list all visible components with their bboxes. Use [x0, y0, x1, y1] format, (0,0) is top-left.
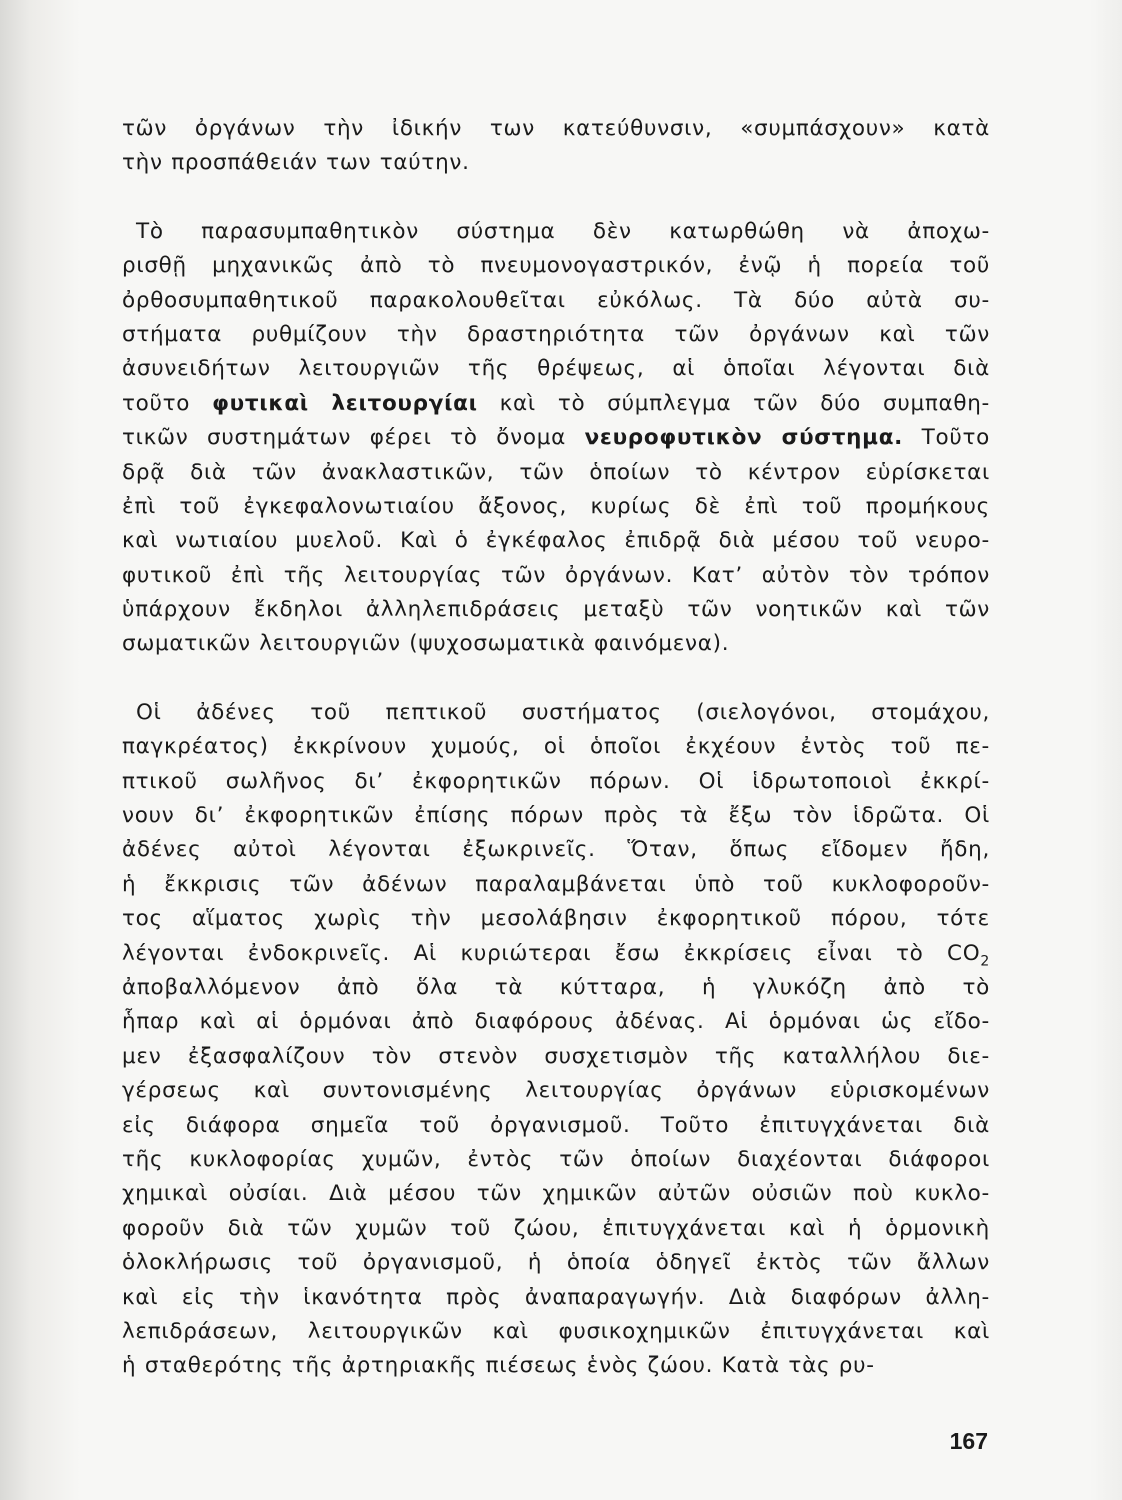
text-run: τὴν προσπάθειάν των ταύτην. — [122, 150, 470, 176]
text-line — [122, 1281, 990, 1315]
text-line — [122, 1109, 990, 1143]
text-line — [122, 456, 990, 490]
page-number: 167 — [949, 1428, 988, 1454]
text-line — [122, 490, 990, 524]
paragraph — [122, 215, 990, 662]
text-line — [122, 146, 990, 180]
text-run: ἀδένες αὐτοὶ λέγονται ἐξωκρινεῖς. Ὅταν, ὅπως εἴδομεν ἤδη, — [122, 837, 990, 863]
text-run: τοῦτο — [122, 390, 213, 416]
text-run: καὶ τὸ σύμπλεγμα τῶν δύο συμπαθη- — [477, 390, 990, 416]
text-run: ἐπὶ τοῦ ἐγκεφαλονωτιαίου ἄξονος, κυρίως δὲ ἐπὶ τοῦ προμήκους — [122, 493, 990, 519]
subscript: 2 — [980, 952, 990, 969]
text-line — [122, 1040, 990, 1074]
text-line — [122, 215, 990, 249]
text-run: χημικαὶ οὐσίαι. Διὰ μέσου τῶν χημικῶν αὐτῶν οὐσιῶν ποὺ κυκλο- — [122, 1181, 990, 1207]
bold-term: φυτικαὶ λειτουργίαι — [212, 390, 478, 416]
text-run: παγκρέατος) ἐκκρίνουν χυμούς, οἱ ὁποῖοι ἐκχέουν ἐντὸς τοῦ πε- — [122, 734, 990, 760]
text-run: εἰς διάφορα σημεῖα τοῦ ὀργανισμοῦ. Τοῦτο ἐπιτυγχάνεται διὰ — [122, 1112, 990, 1138]
paragraph-gap — [122, 662, 990, 696]
text-run: νουν δι’ ἐκφορητικῶν ἐπίσης πόρων πρὸς τὰ ἔξω τὸν ἱδρῶτα. Οἱ — [122, 803, 990, 829]
text-run: ἧπαρ καὶ αἱ ὁρμόναι ἀπὸ διαφόρους ἀδένας. Αἱ ὁρμόναι ὡς εἴδο- — [122, 1009, 990, 1035]
text-run: φοροῦν διὰ τῶν χυμῶν τοῦ ζώου, ἐπιτυγχάνεται καὶ ἡ ὁρμονικὴ — [122, 1215, 990, 1241]
text-line — [122, 1212, 990, 1246]
text-run: Οἱ ἀδένες τοῦ πεπτικοῦ συστήματος (σιελογόνοι, στομάχου, — [136, 699, 990, 725]
text-run: φυτικοῦ ἐπὶ τῆς λειτουργίας τῶν ὀργάνων. Κατ’ αὐτὸν τὸν τρόπον — [122, 562, 990, 588]
text-line — [122, 1315, 990, 1349]
text-line — [122, 1177, 990, 1211]
text-run: ὀρθοσυμπαθητικοῦ παρακολουθεῖται εὐκόλως. Τὰ δύο αὐτὰ συ- — [122, 287, 990, 313]
text-line — [122, 868, 990, 902]
text-line — [122, 593, 990, 627]
text-run: καὶ νωτιαίου μυελοῦ. Καὶ ὁ ἐγκέφαλος ἐπιδρᾷ διὰ μέσου τοῦ νευρο- — [122, 528, 990, 554]
text-run: ὑπάρχουν ἔκδηλοι ἀλληλεπιδράσεις μεταξὺ τῶν νοητικῶν καὶ τῶν — [122, 597, 990, 623]
text-line — [122, 1143, 990, 1177]
text-run: ἀποβαλλόμενον ἀπὸ ὅλα τὰ κύτταρα, ἡ γλυκόζη ἀπὸ τὸ — [122, 974, 990, 1000]
text-run: καὶ εἰς τὴν ἱκανότητα πρὸς ἀναπαραγωγήν. Διὰ διαφόρων ἀλλη- — [122, 1284, 990, 1310]
text-line — [122, 318, 990, 352]
text-run: λεπιδράσεων, λειτουργικῶν καὶ φυσικοχημικῶν ἐπιτυγχάνεται καὶ — [122, 1318, 990, 1344]
paragraph-gap — [122, 181, 990, 215]
text-line — [122, 971, 990, 1005]
text-run: στήματα ρυθμίζουν τὴν δραστηριότητα τῶν ὀργάνων καὶ τῶν — [122, 321, 990, 347]
text-run: μεν ἐξασφαλίζουν τὸν στενὸν συσχετισμὸν τῆς καταλλήλου διε- — [122, 1043, 990, 1069]
text-line — [122, 559, 990, 593]
text-run: ὁλοκλήρωσις τοῦ ὀργανισμοῦ, ἡ ὁποία ὁδηγεῖ ἐκτὸς τῶν ἄλλων — [122, 1250, 990, 1276]
text-run: σωματικῶν λειτουργιῶν (ψυχοσωματικὰ φαινόμενα). — [122, 631, 730, 657]
text-line — [122, 902, 990, 936]
text-line — [122, 352, 990, 386]
text-line — [122, 1349, 990, 1383]
body-text — [122, 112, 990, 1384]
text-line — [122, 524, 990, 558]
text-line — [122, 387, 990, 421]
text-line — [122, 696, 990, 730]
text-line — [122, 1246, 990, 1280]
text-run: ἡ ἔκκρισις τῶν ἀδένων παραλαμβάνεται ὑπὸ τοῦ κυκλοφοροῦν- — [122, 871, 990, 897]
text-line — [122, 1005, 990, 1039]
text-line — [122, 249, 990, 283]
text-run: τος αἵματος χωρὶς τὴν μεσολάβησιν ἐκφορητικοῦ πόρου, τότε — [122, 906, 990, 932]
text-line — [122, 1074, 990, 1108]
text-run: τῶν ὀργάνων τὴν ἰδικήν των κατεύθυνσιν, «συμπάσχουν» κατὰ — [122, 116, 990, 141]
bold-term: νευροφυτικὸν σύστημα. — [584, 425, 904, 451]
text-run: ἡ σταθερότης τῆς ἀρτηριακῆς πιέσεως ἑνὸς ζώου. Κατὰ τὰς ρυ- — [122, 1353, 875, 1379]
text-run: Τοῦτο — [903, 425, 990, 451]
text-run: πτικοῦ σωλῆνος δι’ ἐκφορητικῶν πόρων. Οἱ ἱδρωτοποιοὶ ἐκκρί- — [122, 768, 990, 794]
text-line — [122, 765, 990, 799]
text-run: λέγονται ἐνδοκρινεῖς. Αἱ κυριώτεραι ἔσω ἐκκρίσεις εἶναι τὸ CO — [122, 940, 981, 966]
text-run: τῆς κυκλοφορίας χυμῶν, ἐντὸς τῶν ὁποίων διαχέονται διάφοροι — [122, 1146, 990, 1172]
text-line — [122, 627, 990, 661]
text-run: γέρσεως καὶ συντονισμένης λειτουργίας ὀργάνων εὑρισκομένων — [122, 1078, 990, 1104]
text-run: Τὸ παρασυμπαθητικὸν σύστημα δὲν κατωρθώθη νὰ ἀποχω- — [136, 218, 990, 244]
text-run: δρᾷ διὰ τῶν ἀνακλαστικῶν, τῶν ὁποίων τὸ κέντρον εὑρίσκεται — [122, 459, 990, 485]
text-line — [122, 421, 990, 455]
text-line — [122, 937, 990, 971]
text-line — [122, 799, 990, 833]
text-run: τικῶν συστημάτων φέρει τὸ ὄνομα — [122, 425, 585, 451]
text-line — [122, 284, 990, 318]
paragraph — [122, 112, 990, 181]
text-line — [122, 112, 990, 146]
text-line — [122, 730, 990, 764]
paragraph — [122, 696, 990, 1384]
text-line — [122, 833, 990, 867]
text-run: ἀσυνειδήτων λειτουργιῶν τῆς θρέψεως, αἱ ὁποῖαι λέγονται διὰ — [122, 356, 990, 382]
text-run: ρισθῇ μηχανικῶς ἀπὸ τὸ πνευμονογαστρικόν, ἐνῷ ἡ πορεία τοῦ — [122, 253, 990, 279]
